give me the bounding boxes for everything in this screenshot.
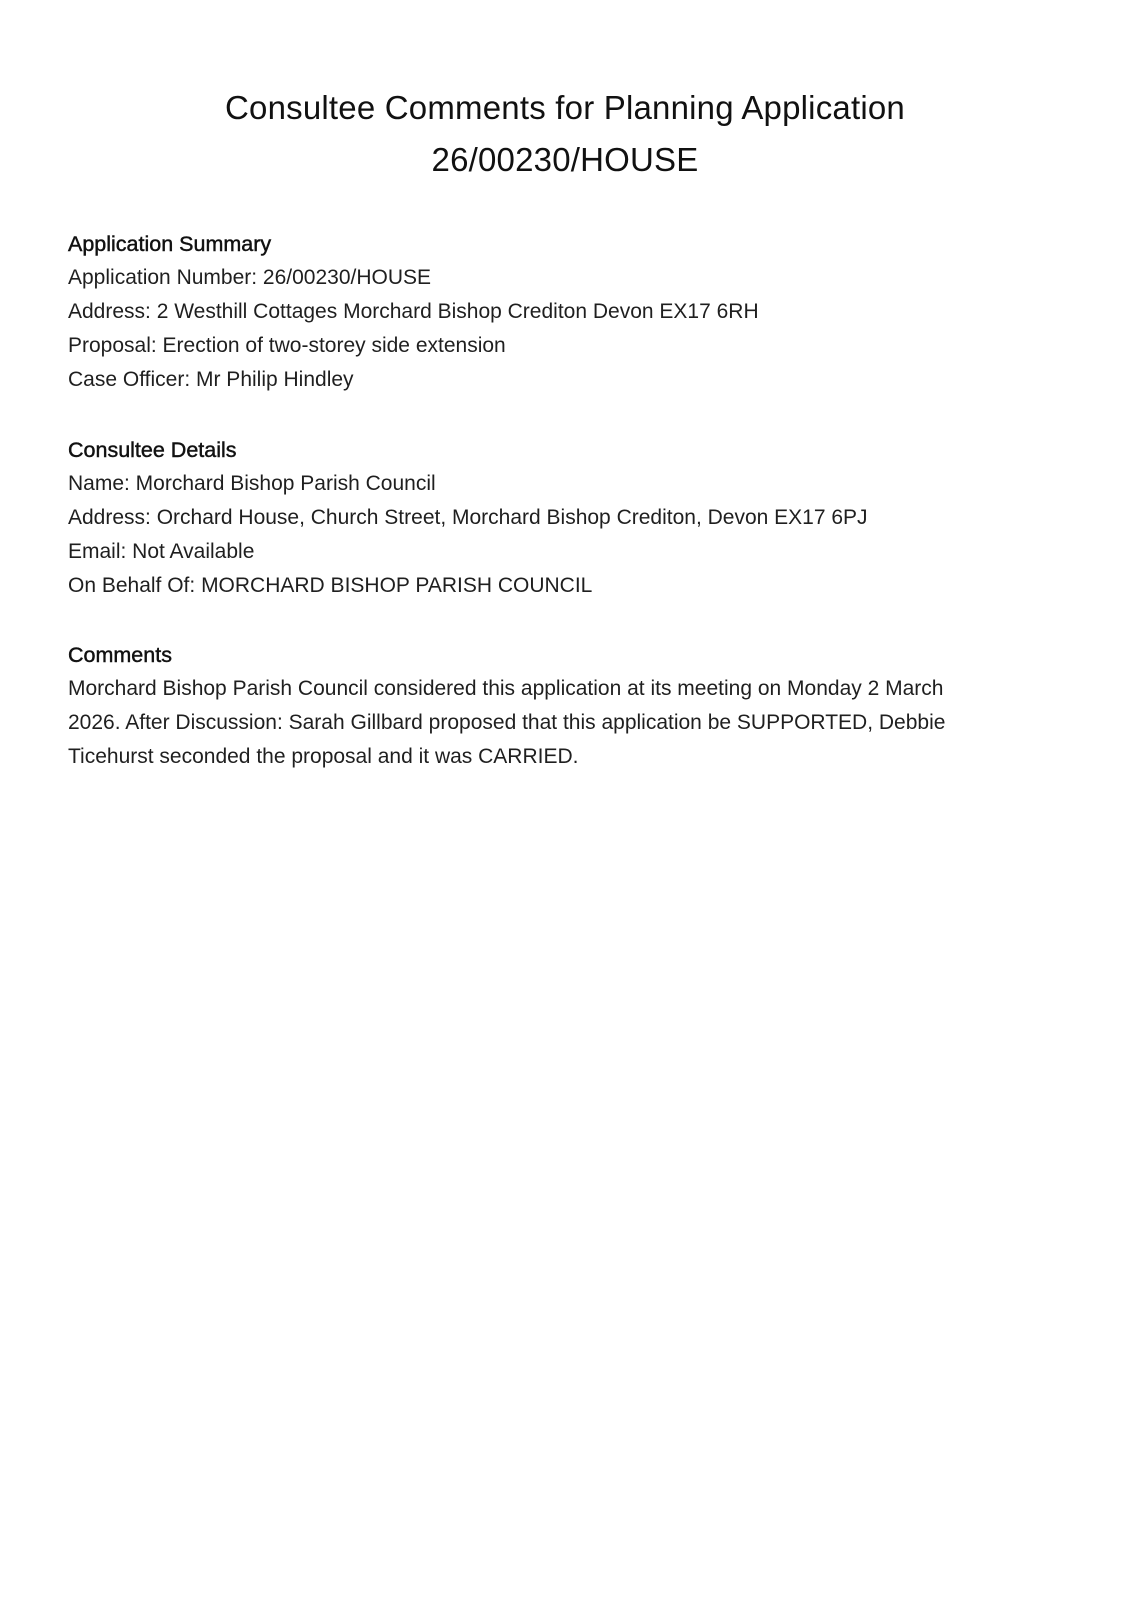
consultee-address: Address: Orchard House, Church Street, Morchard Bishop Crediton, Devon EX17 6PJ	[68, 506, 868, 529]
comments-line-2: 2026. After Discussion: Sarah Gillbard proposed that this application be SUPPORTED, Debbie	[68, 711, 946, 734]
application-address: Address: 2 Westhill Cottages Morchard Bishop Crediton Devon EX17 6RH	[68, 300, 759, 323]
comments-section	[68, 638, 1068, 774]
comments-body	[68, 672, 1028, 774]
comments-line-1: Morchard Bishop Parish Council considered this application at its meeting on Monday 2 March	[68, 677, 944, 700]
application-proposal: Proposal: Erection of two-storey side extension	[68, 334, 506, 357]
application-summary-heading: Application Summary	[68, 232, 272, 256]
page-title-line-1: Consultee Comments for Planning Application	[225, 89, 905, 126]
application-summary-section	[68, 227, 1068, 397]
comments-heading: Comments	[68, 643, 172, 667]
consultee-email: Email: Not Available	[68, 540, 255, 563]
page-title	[0, 82, 1130, 186]
consultee-details-heading: Consultee Details	[68, 438, 237, 462]
page-title-line-2: 26/00230/HOUSE	[431, 141, 699, 178]
application-number: Application Number: 26/00230/HOUSE	[68, 266, 432, 289]
consultee-details-section	[68, 433, 1068, 603]
case-officer: Case Officer: Mr Philip Hindley	[68, 368, 354, 391]
consultee-on-behalf-of: On Behalf Of: MORCHARD BISHOP PARISH COUNCIL	[68, 574, 593, 597]
comments-line-3: Ticehurst seconded the proposal and it was CARRIED.	[68, 745, 579, 768]
consultee-name: Name: Morchard Bishop Parish Council	[68, 472, 436, 495]
